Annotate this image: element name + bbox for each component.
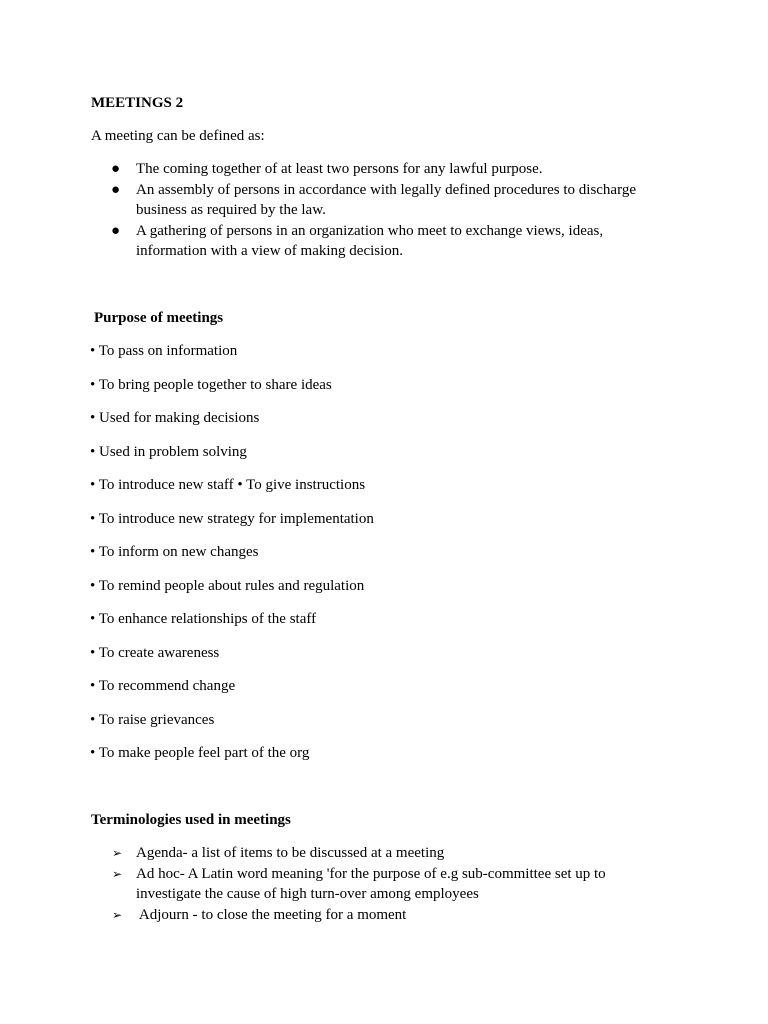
purpose-item: • To raise grievances [90,711,215,728]
terminology-item [91,843,651,864]
definition-list [91,159,651,262]
arrowhead-bullet-icon: ➢ [112,907,123,922]
round-bullet-icon: ● [111,181,121,198]
arrowhead-bullet-icon: ➢ [112,866,123,881]
terminology-item [91,864,651,905]
purpose-list [90,341,374,777]
definition-intro: A meeting can be defined as: [91,128,265,144]
purpose-item: • To recommend change [90,678,236,694]
purpose-item: • To pass on information [90,343,238,359]
purpose-heading: Purpose of meetings [94,310,224,326]
terminology-text: Adjourn - to close the meeting for a moment [136,906,407,923]
definition-item [91,180,651,221]
round-bullet-icon: ● [111,161,121,177]
definition-text: The coming together of at least two persons for any lawful purpose. [136,161,543,177]
purpose-item: • Used in problem solving [90,443,247,460]
purpose-item: • To create awareness [90,644,220,661]
definition-item [91,221,651,262]
document-title: MEETINGS 2 [91,95,184,111]
terminology-text: Agenda- a list of items to be discussed at a meeting [136,845,445,861]
purpose-item: • To inform on new changes [90,544,259,560]
definition-text: An assembly of persons in accordance with legally defined procedures to discharge business as required by the law. [136,181,636,218]
purpose-item: • To enhance relationships of the staff [90,611,317,627]
arrowhead-bullet-icon: ➢ [112,846,123,860]
purpose-item: • To introduce new staff • To give instructions [90,477,366,493]
terminologies-heading: Terminologies used in meetings [91,812,291,828]
purpose-item: • To make people feel part of the org [90,745,310,761]
purpose-item: • Used for making decisions [90,410,260,426]
definition-item [91,159,651,180]
round-bullet-icon: ● [111,222,121,239]
purpose-item: • To introduce new strategy for implementation [90,510,374,527]
purpose-item: • To bring people together to share ideas [90,376,332,393]
terminology-list [91,843,651,925]
purpose-item: • To remind people about rules and regulation [90,577,365,594]
terminology-text: Ad hoc- A Latin word meaning 'for the purpose of e.g sub-committee set up to investigate the cause of high turn-over among employees [136,865,606,902]
terminology-item [91,905,651,926]
definition-text: A gathering of persons in an organization who meet to exchange views, ideas, information with a view of making decision. [136,222,604,259]
